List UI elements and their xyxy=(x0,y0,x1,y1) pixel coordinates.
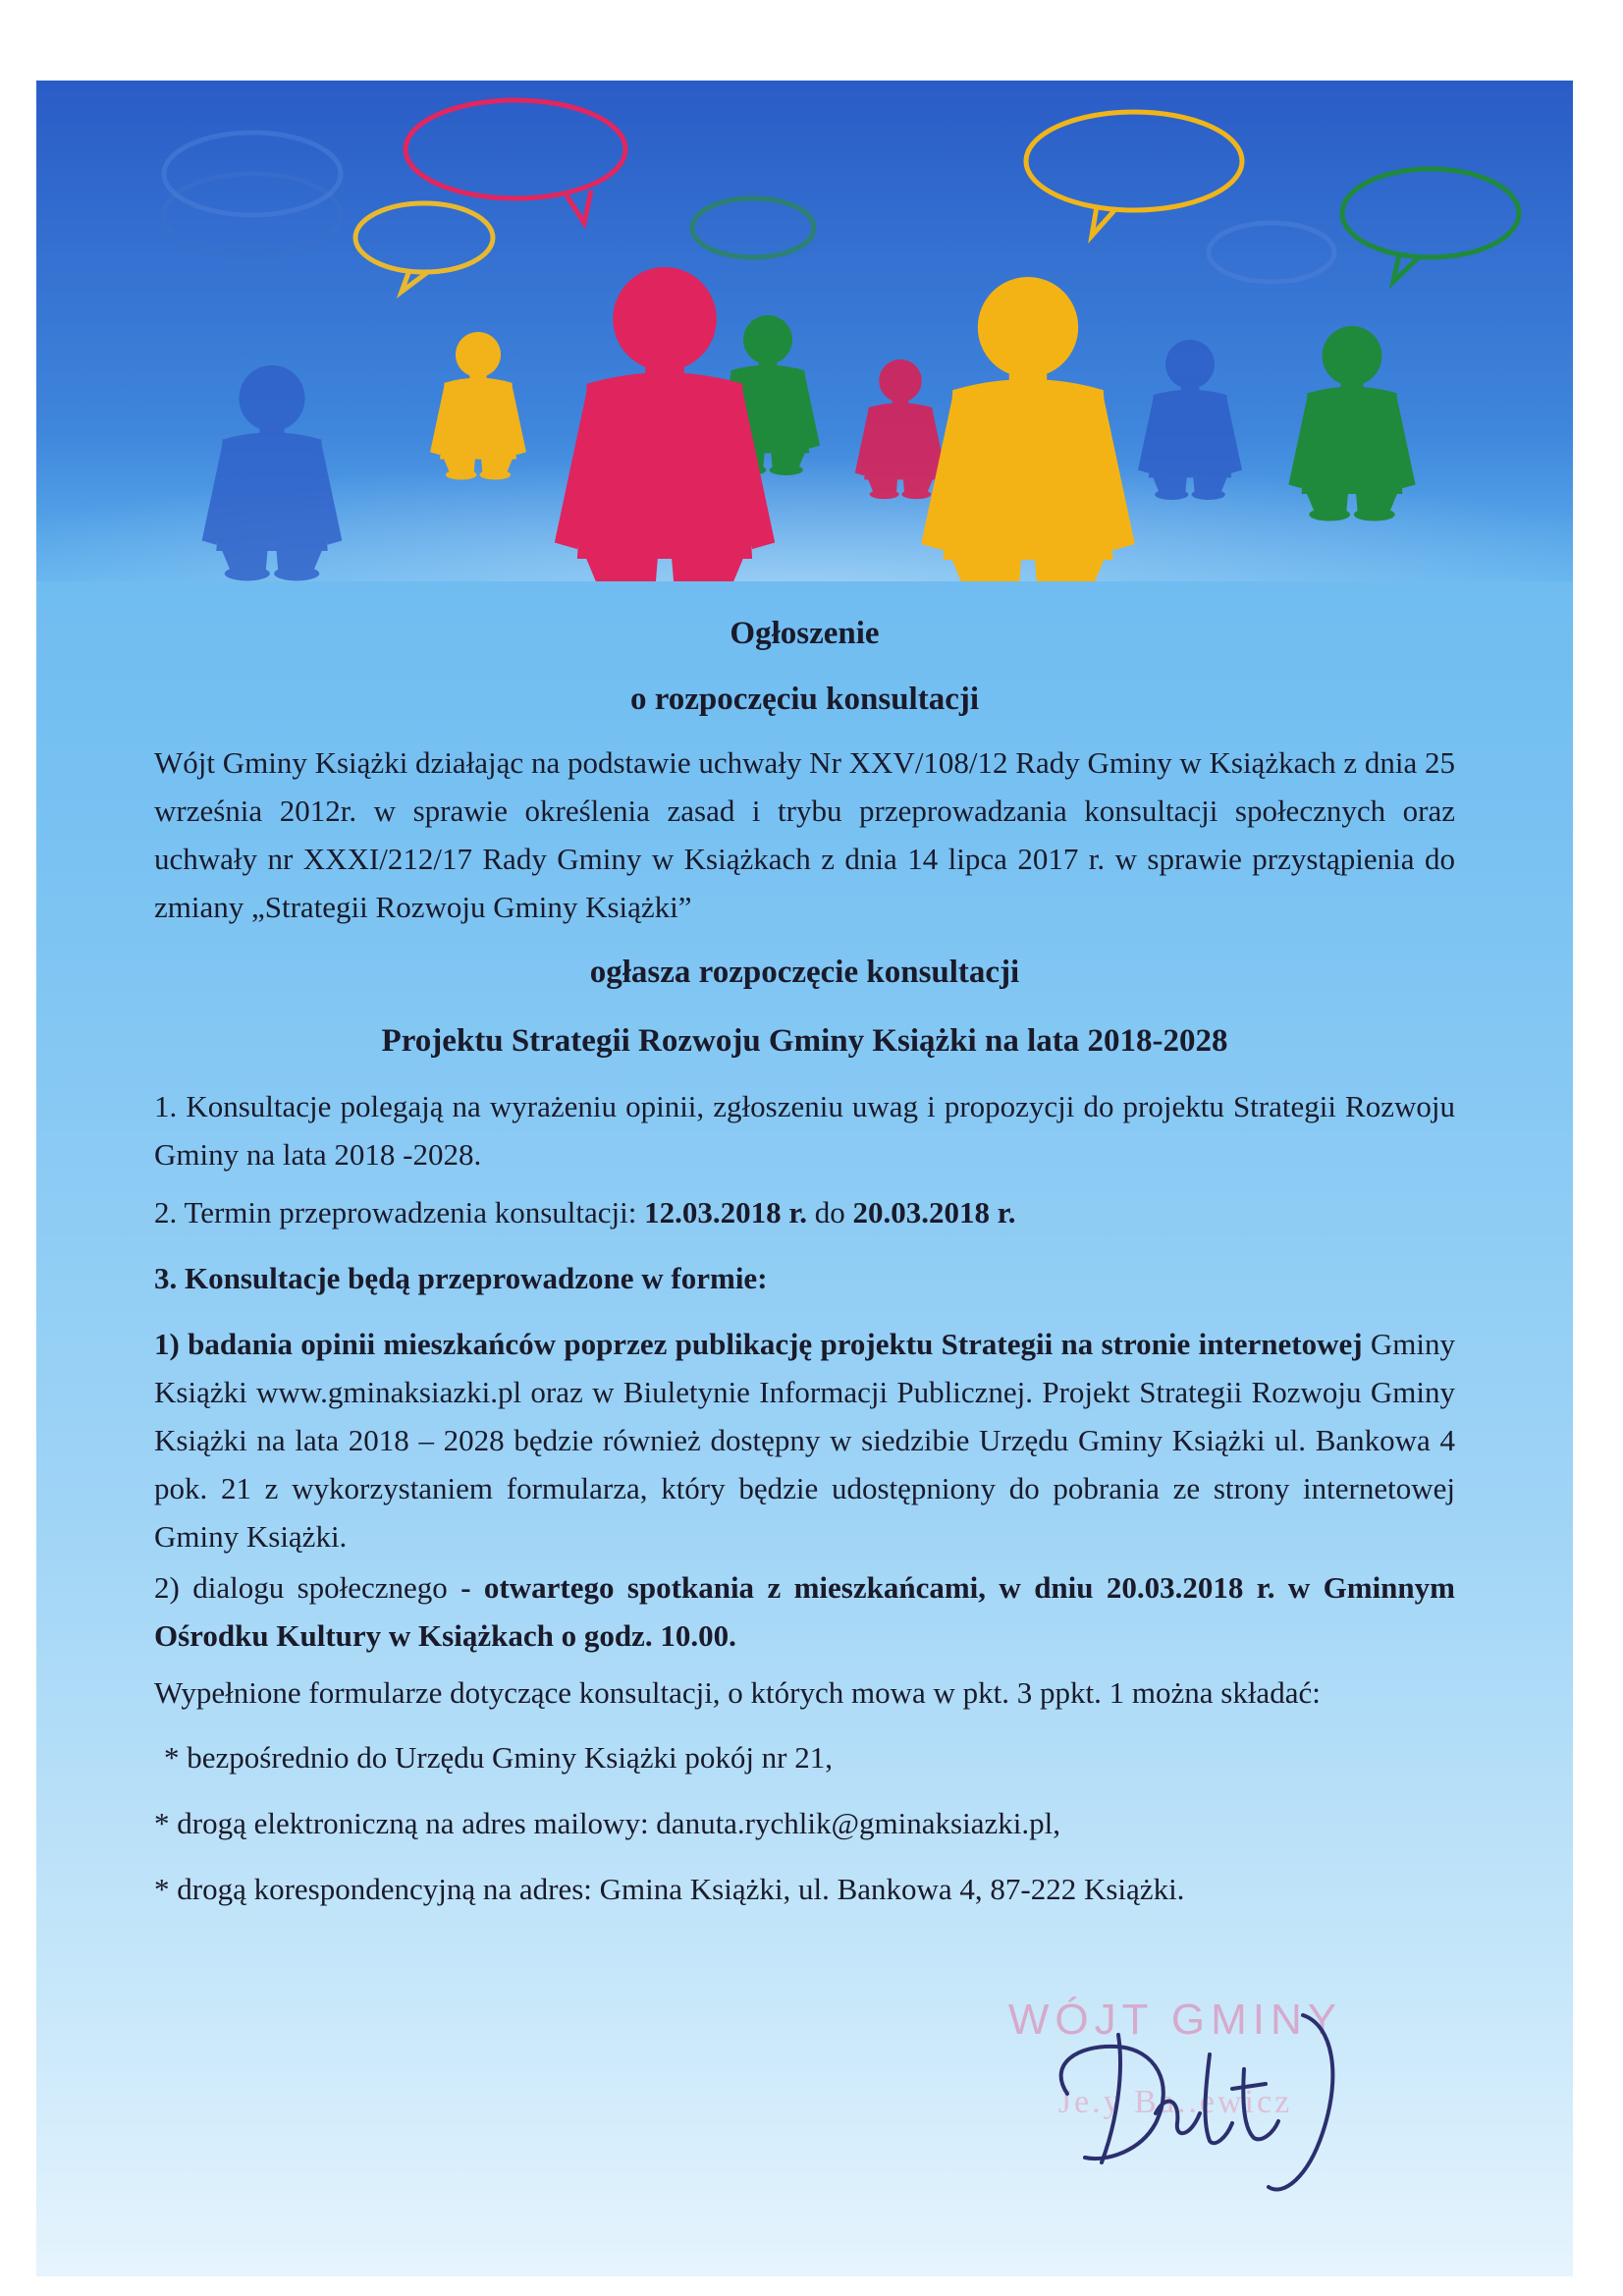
point-2-label: 2. Termin przeprowadzenia konsultacji: xyxy=(154,1195,637,1230)
point-2-sep: do xyxy=(814,1195,845,1230)
form-1 xyxy=(154,1320,1455,1560)
notice-subtitle: o rozpoczęciu konsultacji xyxy=(629,682,980,717)
point-3: 3. Konsultacje będą przeprowadzone w formie: xyxy=(154,1261,768,1295)
form-1-lead: 1) badania opinii mieszkańców poprzez publikację projektu Strategii na stronie internetowej xyxy=(154,1327,1363,1361)
stamp-name: Je.y Ba..ewicz xyxy=(1057,2084,1293,2120)
delivery-option-1: * bezpośrednio do Urzędu Gminy Książki pokój nr 21, xyxy=(164,1740,834,1775)
form-1-rest: Gminy Książki www.gminaksiazki.pl oraz w Biuletynie Informacji Publicznej. Projekt Strategii Rozwoju Gminy Książki na lata 2018 – 2028 będzie również dostępny w siedzibie Urzędu Gminy Książki ul. Bankowa 4 pok. 21 z wykorzystaniem formularza, który będzie udostępniony do pobrania ze strony internetowej Gminy Książki. xyxy=(154,1327,1456,1554)
stamp-title: WÓJT GMINY xyxy=(1007,1995,1343,2044)
intro-paragraph: Wójt Gminy Książki działając na podstawie uchwały Nr XXV/108/12 Rady Gminy w Książkach z dnia 25 września 2012r. w sprawie określenia zasad i trybu przeprowadzania konsultacji społecznych oraz uchwały nr XXXI/212/17 Rady Gminy w Książkach z dnia 14 lipca 2017 r. w sprawie przystąpienia do zmiany „Strategii Rozwoju Gminy Książki” xyxy=(154,745,1455,924)
delivery-option-2: * drogą elektroniczną na adres mailowy: danuta.rychlik@gminaksiazki.pl, xyxy=(154,1806,1060,1840)
notice-page xyxy=(36,81,1573,2276)
form-2-place: w Gminnym Ośrodku Kultury w Książkach o godz. 10.00. xyxy=(154,1570,1455,1653)
delivery-option-3: * drogą korespondencyjną na adres: Gmina Książki, ul. Bankowa 4, 87-222 Książki. xyxy=(154,1872,1185,1906)
point-2-from: 12.03.2018 r. xyxy=(644,1195,808,1230)
form-2-meeting: - otwartego spotkania z mieszkańcami, w dniu 20.03.2018 r. xyxy=(460,1570,1275,1605)
form-2 xyxy=(154,1563,1455,1660)
project-heading: Projektu Strategii Rozwoju Gminy Książki na lata 2018-2028 xyxy=(381,1023,1228,1059)
point-2 xyxy=(154,1188,1455,1236)
point-1: 1. Konsultacje polegają na wyrażeniu opinii, zgłoszeniu uwag i propozycji do projektu Strategii Rozwoju Gminy na lata 2018 -2028. xyxy=(154,1089,1455,1172)
form-2-lead: 2) dialogu społecznego xyxy=(154,1570,448,1605)
notice-content xyxy=(36,81,1573,2276)
point-2-to: 20.03.2018 r. xyxy=(852,1195,1016,1230)
notice-title: Ogłoszenie xyxy=(730,616,880,651)
handwritten-signature xyxy=(1008,1976,1381,2212)
announce-heading: ogłasza rozpoczęcie konsultacji xyxy=(589,955,1020,990)
forms-info: Wypełnione formularze dotyczące konsultacji, o których mowa w pkt. 3 ppkt. 1 można składać: xyxy=(154,1675,1321,1710)
